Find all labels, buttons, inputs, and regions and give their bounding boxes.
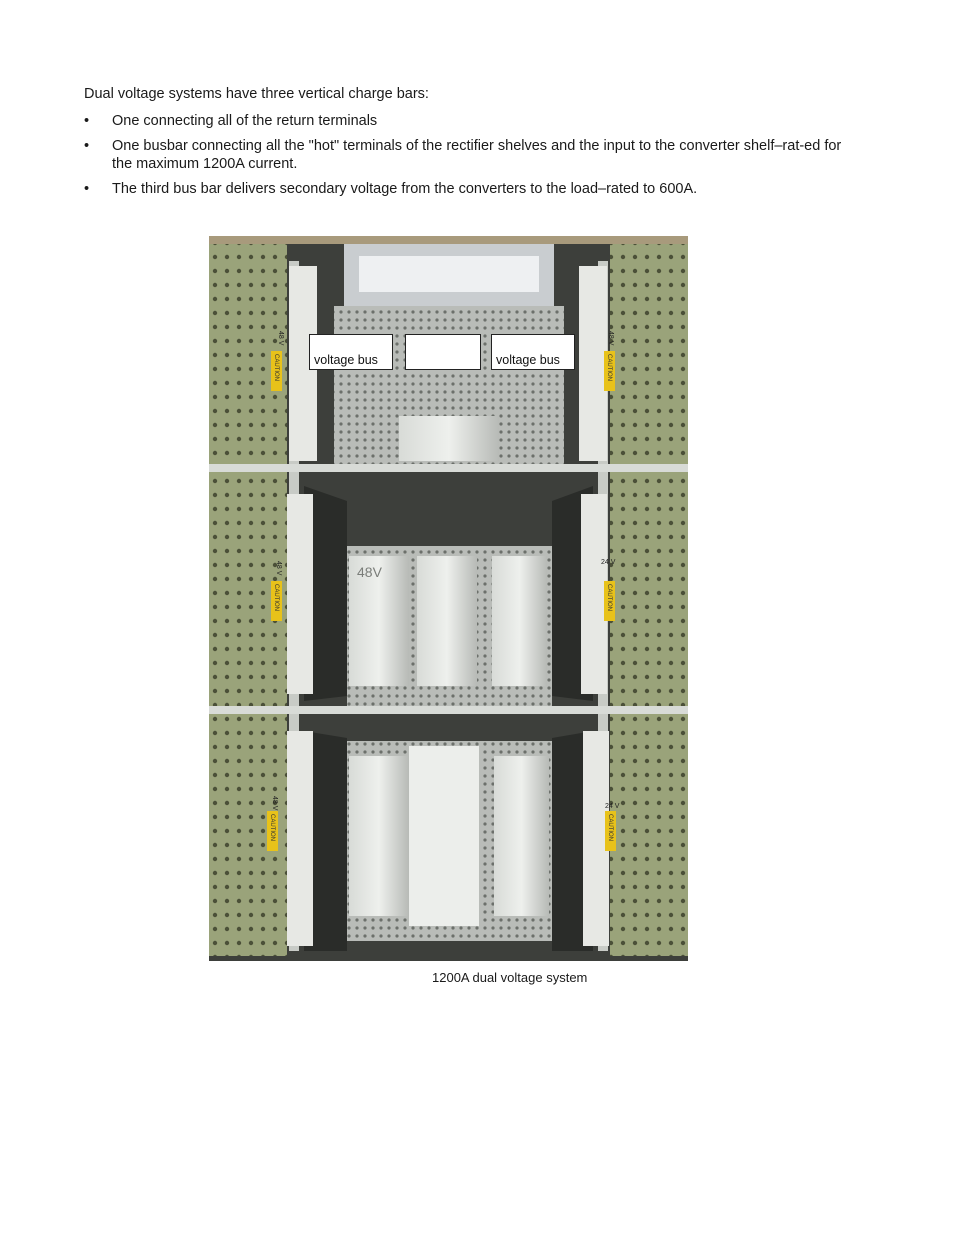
bullet-text: One busbar connecting all the "hot" terminals of the rectifier shelves and the input to the converter shelf–rat-ed for the maximum 1200A current. [112,138,842,172]
power-system-photo [209,236,688,961]
bullet-text: The third bus bar delivers secondary voltage from the converters to the load–rated to 600A. [112,181,698,197]
intro-text: Dual voltage systems have three vertical charge bars: [84,86,429,102]
caution-label: CAUTION [269,814,275,841]
shelf-tag-right-2: 24 V [601,559,616,566]
shelf-tag-left-1: 48 V [277,331,284,346]
shelf-tag-left-3: 48 V [271,796,278,811]
caution-label: CAUTION [607,814,613,841]
figure-caption: 1200A dual voltage system [432,970,588,985]
bus-label-middle [405,334,481,370]
bullet-icon: • [84,138,90,154]
caution-label: CAUTION [273,584,279,611]
caution-label: CAUTION [606,354,612,381]
voltage-bus-label-left: voltage bus [309,334,393,370]
caution-label: CAUTION [273,354,279,381]
voltage-bus-label-right: voltage bus [491,334,575,370]
bullet-icon: • [84,113,90,129]
shelf-tag-left-2: 48 V [275,561,282,576]
list-item [84,137,864,173]
shelf-tag-right-3: 24 V [605,803,620,810]
bullet-list [84,112,864,205]
list-item [84,112,864,130]
panel-mark: 48V [357,564,382,580]
shelf-tag-right-1: 48 V [607,331,614,346]
bullet-icon: • [84,181,90,197]
bullet-text: One connecting all of the return terminals [112,113,378,129]
list-item [84,180,864,198]
caution-label: CAUTION [606,584,612,611]
